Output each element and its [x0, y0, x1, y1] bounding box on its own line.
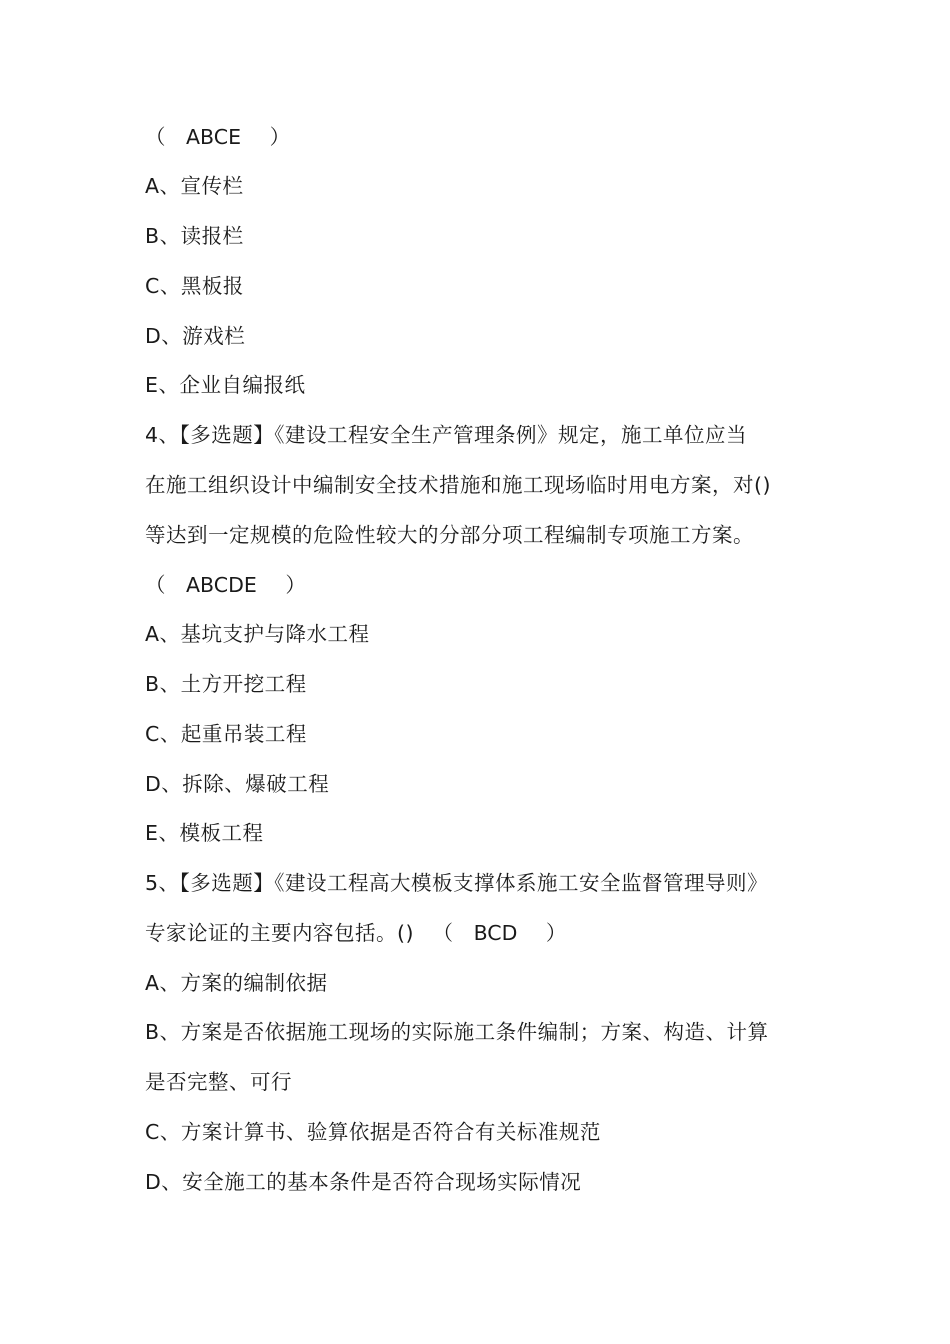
answer-close-paren: ） [269, 125, 291, 149]
q4-stem-line-1: 4、【多选题】《建设工程安全生产管理条例》规定，施工单位应当 [145, 423, 748, 447]
q5-option-b-line-1: B、方案是否依据施工现场的实际施工条件编制；方案、构造、计算 [145, 1020, 769, 1044]
q5-stem-line-1: 5、【多选题】《建设工程高大模板支撑体系施工安全监督管理导则》 [145, 871, 769, 895]
q4-option-c: C、起重吊装工程 [145, 722, 307, 746]
answer-code: BCD [473, 921, 518, 945]
answer-close-paren: ） [545, 921, 567, 945]
q5-option-a: A、方案的编制依据 [145, 971, 328, 995]
q3-option-b: B、读报栏 [145, 224, 244, 248]
answer-code: ABCDE [186, 573, 257, 597]
answer-code: ABCE [186, 125, 242, 149]
answer-open-paren: （ [432, 921, 454, 945]
q3-option-d: D、游戏栏 [145, 324, 246, 348]
q5-option-b-line-2: 是否完整、可行 [145, 1070, 292, 1094]
q5-stem-text: 专家论证的主要内容包括。() [145, 921, 414, 945]
q3-option-a: A、宣传栏 [145, 174, 244, 198]
q5-option-d: D、安全施工的基本条件是否符合现场实际情况 [145, 1170, 582, 1194]
q3-answer [145, 122, 825, 152]
q4-stem-line-2: 在施工组织设计中编制安全技术措施和施工现场临时用电方案，对() [145, 473, 771, 497]
q3-option-c: C、黑板报 [145, 274, 244, 298]
q4-option-a: A、基坑支护与降水工程 [145, 622, 370, 646]
q3-option-e: E、企业自编报纸 [145, 373, 306, 397]
q4-answer [145, 570, 825, 600]
q4-option-e: E、模板工程 [145, 821, 264, 845]
answer-close-paren: ） [285, 573, 306, 597]
q4-stem-line-3: 等达到一定规模的危险性较大的分部分项工程编制专项施工方案。 [145, 523, 754, 547]
q5-option-c: C、方案计算书、验算依据是否符合有关标准规范 [145, 1120, 601, 1144]
q4-option-b: B、土方开挖工程 [145, 672, 307, 696]
answer-open-paren: （ [145, 125, 166, 149]
q5-stem-line-2 [145, 918, 825, 948]
answer-open-paren: （ [145, 573, 166, 597]
q4-option-d: D、拆除、爆破工程 [145, 772, 330, 796]
